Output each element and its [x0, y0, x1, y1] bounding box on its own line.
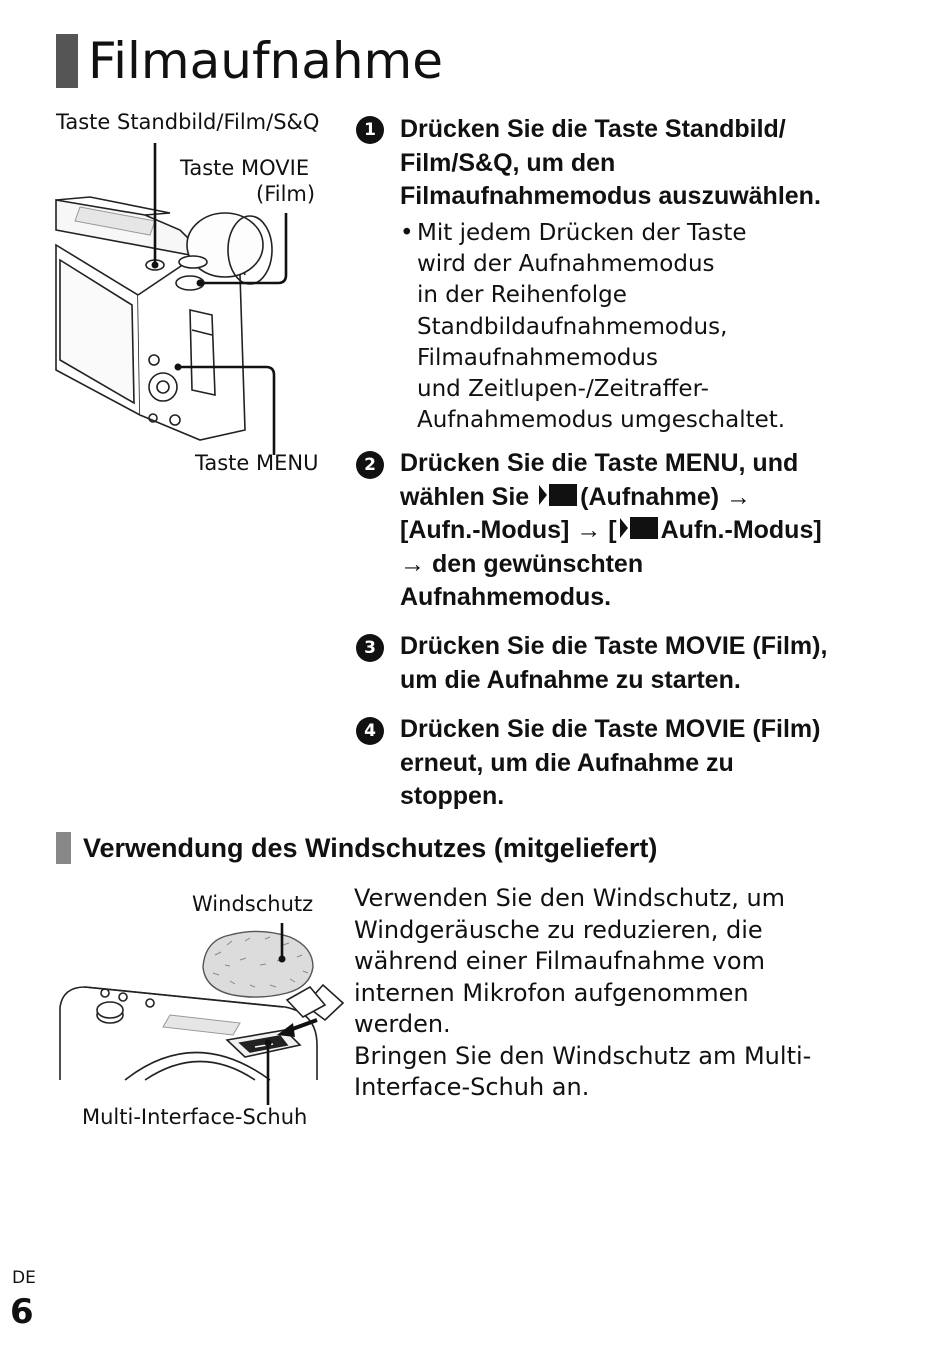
label-windscreen: Windschutz — [192, 892, 314, 916]
step-2-line-3a: [Aufn.-Modus] — [400, 516, 570, 544]
label-menu-button: Taste MENU — [195, 451, 319, 475]
arrow-icon: → — [576, 516, 602, 544]
note-line-2: wird der Aufnahmemodus — [417, 251, 715, 278]
step-2-line-4: den gewünschten — [431, 549, 644, 578]
step-3-number: 3 — [356, 634, 384, 662]
label-mode-button: Taste Standbild/Film/S&Q — [56, 110, 320, 134]
note-line-5: Filmaufnahmemodus — [417, 344, 658, 371]
step-3-line-1: Drücken Sie die Taste MOVIE (Film), — [400, 632, 828, 660]
step-2-text — [400, 447, 822, 615]
step-4-text — [400, 713, 820, 814]
step-1-line-3: Filmaufnahmemodus auszuwählen. — [400, 182, 821, 210]
arrow-icon: → — [726, 482, 752, 511]
para-line-2: Windgeräusche zu reduzieren, die — [354, 915, 763, 944]
step-1-note — [400, 218, 840, 436]
language-label: DE — [12, 1268, 36, 1288]
para-line-4: internen Mikrofon aufgenommen — [354, 978, 749, 1007]
page-number: 6 — [10, 1292, 34, 1332]
label-multi-interface-shoe: Multi-Interface-Schuh — [82, 1105, 308, 1129]
windscreen-illustration — [55, 915, 350, 1105]
title-accent-bar — [56, 34, 78, 88]
step-2-line-3c: Aufn.-Modus] — [660, 516, 822, 544]
step-1-text — [400, 113, 821, 214]
step-2-number: 2 — [356, 451, 384, 479]
step-1-number: 1 — [356, 116, 384, 144]
note-line-3: in der Reihenfolge — [417, 282, 627, 309]
step-2-line-3b: [ — [608, 516, 617, 544]
label-movie-button: Taste MOVIE — [180, 156, 310, 180]
shooting-menu-icon — [537, 481, 579, 509]
windscreen-fur — [203, 931, 313, 997]
note-line-1: Mit jedem Drücken der Taste — [417, 220, 747, 246]
step-4-line-3: stoppen. — [400, 782, 505, 810]
para-line-1: Verwenden Sie den Windschutz, um — [354, 884, 786, 912]
section-accent-bar — [56, 832, 71, 864]
arrow-icon: → — [400, 549, 425, 578]
step-1-line-2: Film/S&Q, um den — [400, 148, 616, 177]
note-line-6: und Zeitlupen-/Zeitraffer- — [417, 376, 709, 403]
step-4-number: 4 — [356, 717, 384, 745]
section-heading: Verwendung des Windschutzes (mitgeliefert) — [83, 833, 658, 863]
step-4-line-2: erneut, um die Aufnahme zu — [400, 748, 734, 777]
para-line-5: werden. — [354, 1010, 451, 1038]
note-line-7: Aufnahmemodus umgeschaltet. — [417, 407, 786, 434]
movie-mode-icon — [618, 514, 660, 542]
step-2-line-5: Aufnahmemodus. — [400, 583, 612, 611]
step-1-line-1: Drücken Sie die Taste Standbild/ — [400, 115, 786, 143]
para-line-3: während einer Filmaufnahme vom — [354, 947, 765, 975]
windscreen-paragraph — [354, 883, 811, 1104]
step-4-line-1: Drücken Sie die Taste MOVIE (Film) — [400, 715, 821, 743]
step-3-line-2: um die Aufnahme zu starten. — [400, 665, 741, 694]
note-line-4: Standbildaufnahmemodus, — [417, 313, 728, 340]
step-3-text — [400, 630, 827, 697]
label-movie-film: (Film) — [256, 182, 316, 206]
bullet-marker: • — [400, 220, 414, 246]
step-2-line-2b: (Aufnahme) — [580, 482, 720, 511]
para-line-7: Interface-Schuh an. — [354, 1073, 590, 1101]
para-line-6: Bringen Sie den Windschutz am Multi- — [354, 1041, 812, 1070]
step-2-line-1: Drücken Sie die Taste MENU, und — [400, 449, 799, 477]
camera-top-illustration — [50, 135, 350, 455]
step-2-line-2a: wählen Sie — [400, 482, 530, 511]
page-title: Filmaufnahme — [88, 32, 444, 90]
